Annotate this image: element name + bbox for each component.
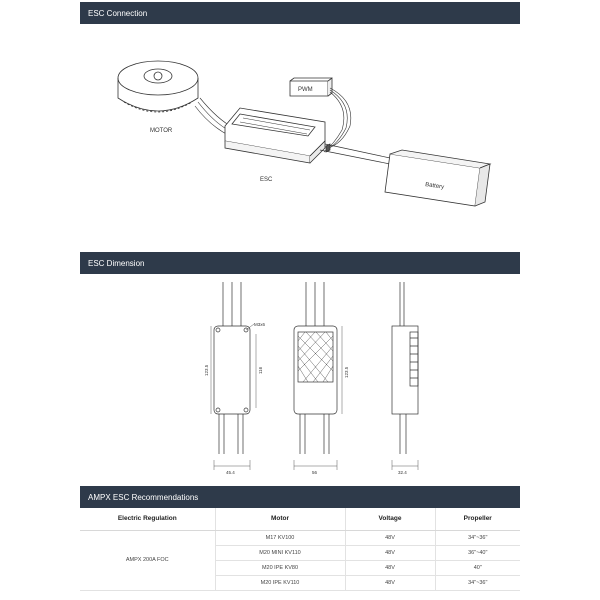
section-title: ESC Dimension [88, 258, 145, 268]
table-header-row [80, 508, 520, 530]
pwm-wires [324, 88, 351, 152]
height-side-label: 123.5 [344, 366, 349, 378]
width-front-label: 45.4 [226, 470, 235, 475]
esc-connection-diagram [80, 26, 520, 248]
side-view [392, 282, 418, 470]
regulation-cell: AMPX 200A FOC [80, 530, 215, 590]
motor-cell: M20 IPE KV110 [215, 575, 345, 590]
header-regulation: Electric Regulation [80, 508, 215, 530]
recommendations-table [80, 508, 520, 591]
motor-label: MOTOR [150, 128, 173, 134]
width-back-label: 56 [312, 470, 318, 475]
propeller-cell: 34"~36" [435, 575, 520, 590]
motor-cell: M20 IPE KV80 [215, 560, 345, 575]
section-header-dimension [80, 252, 520, 274]
esc-body [225, 108, 325, 163]
back-view [294, 282, 342, 470]
voltage-cell: 48V [345, 530, 435, 545]
pwm-label: PWM [298, 87, 313, 93]
front-view [211, 282, 256, 470]
width-side-label: 32.4 [398, 470, 407, 475]
section-header-connection [80, 2, 520, 24]
table-row [80, 530, 520, 545]
voltage-cell: 48V [345, 575, 435, 590]
motor-cell: M20 MINI KV110 [215, 545, 345, 560]
esc-label: ESC [260, 177, 273, 183]
header-voltage: Voltage [345, 508, 435, 530]
motor-illustration [118, 61, 198, 112]
propeller-cell: 34"~36" [435, 530, 520, 545]
voltage-cell: 48V [345, 545, 435, 560]
esc-dimension-diagram [80, 276, 520, 482]
section-title: AMPX ESC Recommendations [88, 492, 199, 502]
mount-hole-label: M3x6 [254, 322, 266, 327]
battery-label: Battery [424, 182, 445, 191]
height-outer-label: 123.5 [204, 364, 209, 376]
section-header-recommendations [80, 486, 520, 508]
section-title: ESC Connection [88, 8, 148, 18]
header-motor: Motor [215, 508, 345, 530]
propeller-cell: 36"~40" [435, 545, 520, 560]
header-propeller: Propeller [435, 508, 520, 530]
motor-cell: M17 KV100 [215, 530, 345, 545]
voltage-cell: 48V [345, 560, 435, 575]
height-inner-label: 116 [258, 366, 263, 374]
battery-pack [385, 150, 490, 206]
propeller-cell: 40" [435, 560, 520, 575]
